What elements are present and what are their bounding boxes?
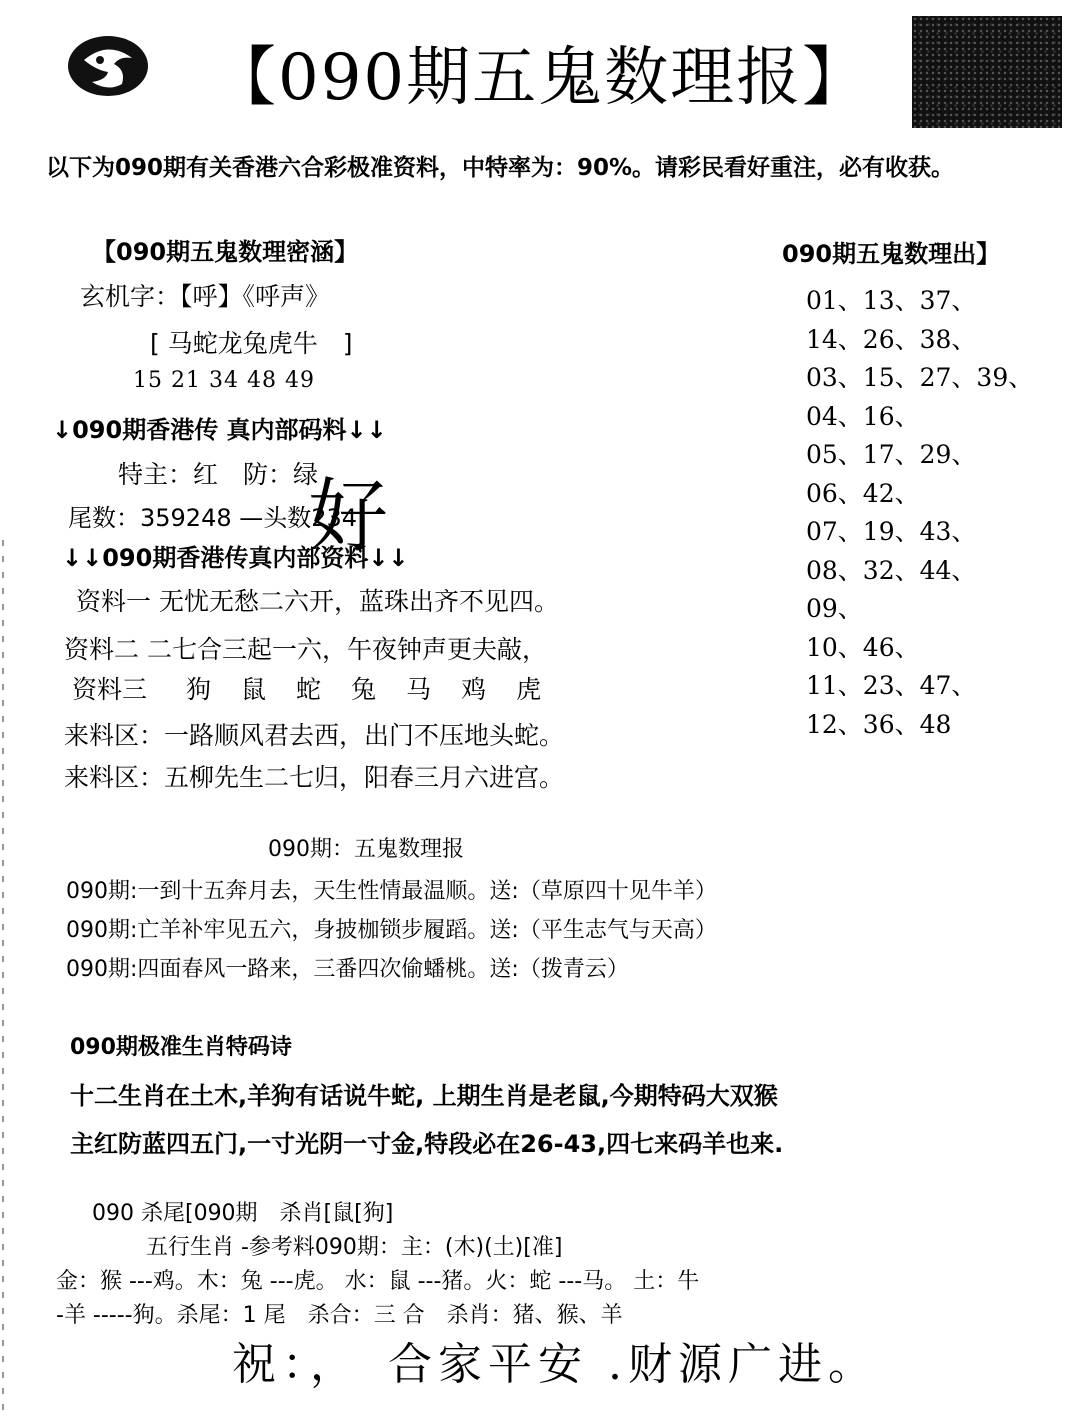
poem-line-2: 主红防蓝四五门,一寸光阴一寸金,特段必在26-43,四七来码羊也来. xyxy=(70,1130,784,1158)
number-row: 03、15、27、39、 xyxy=(806,363,1034,392)
number-row: 06、42、 xyxy=(806,478,920,508)
kill-tail-line: 090 杀尾[090期 杀肖[鼠[狗] xyxy=(92,1201,394,1226)
laiqu-2: 来料区：五柳先生二七归，阳春三月六进宫。 xyxy=(64,763,565,792)
ziliao-2: 资料二 二七合三起一六，午夜钟声更夫敲， xyxy=(64,635,547,664)
xuanji-text: 玄机字：【呼】《呼声》 xyxy=(80,282,331,311)
number-list xyxy=(806,282,1033,744)
laiqu-1: 来料区：一路顺风君去西，出门不压地头蛇。 xyxy=(64,721,565,750)
poem-heading: 090期极准生肖特码诗 xyxy=(70,1035,292,1060)
zodiac-list: [ 马蛇龙兔虎牛 ] xyxy=(150,329,353,358)
number-row: 07、19、43、 xyxy=(806,517,977,546)
ziliao-3-animals xyxy=(186,670,541,706)
five-elements-line: 五行生肖 -参考料090期：主：(木)(土)[准] xyxy=(146,1235,563,1260)
animal-tiger: 虎 xyxy=(516,675,542,704)
middle-heading: 090期：五鬼数理报 xyxy=(268,837,464,862)
intro-text: 以下为090期有关香港六合彩极准资料，中特率为：90%。请彩民看好重注，必有收获。 xyxy=(46,155,955,181)
overlay-character: 好 xyxy=(308,470,388,563)
number-row: 08、32、44、 xyxy=(806,555,977,585)
elements-mapping-1: 金：猴 ---鸡。木：兔 ---虎。 水：鼠 ---猪。火：蛇 ---马。 土：牛 xyxy=(56,1269,700,1294)
hk-data-heading: ↓↓090期香港传真内部资料↓↓ xyxy=(62,544,409,572)
animal-dog: 狗 xyxy=(186,675,212,704)
number-row: 12、36、48 xyxy=(806,709,952,739)
animal-horse: 马 xyxy=(406,675,432,704)
scan-edge-decoration xyxy=(0,540,10,1420)
page-title: 【090期五鬼数理报】 xyxy=(212,41,869,115)
animal-rooster: 鸡 xyxy=(461,675,487,704)
animal-snake: 蛇 xyxy=(296,675,322,704)
middle-line-3: 090期:四面春风一路来，三番四次偷蟠桃。送:（拨青云） xyxy=(66,957,629,982)
number-row: 14、26、38、 xyxy=(806,324,977,354)
logo-emblem-icon xyxy=(62,30,154,102)
middle-line-2: 090期:亡羊补牢见五六，身披枷锁步履蹈。送:（平生志气与天高） xyxy=(66,918,717,943)
ziliao-3-label: 资料三 xyxy=(72,675,148,704)
secret-heading: 【090期五鬼数理密涵】 xyxy=(92,238,359,266)
number-row: 09、 xyxy=(806,594,863,623)
number-row: 01、13、37、 xyxy=(806,286,977,315)
hk-code-heading: ↓090期香港传 真内部码料↓↓ xyxy=(52,416,387,444)
poem-line-1: 十二生肖在土木,羊狗有话说牛蛇, 上期生肖是老鼠,今期特码大双猴 xyxy=(70,1082,778,1110)
weishu-text: 尾数：359248 —头数234 xyxy=(68,504,358,532)
middle-line-1: 090期:一到十五奔月去，天生性情最温顺。送:（草原四十见牛羊） xyxy=(66,879,717,904)
number-row: 11、23、47、 xyxy=(806,671,977,700)
numbers-heading: 090期五鬼数理出】 xyxy=(782,240,1001,268)
number-row: 05、17、29、 xyxy=(806,440,977,469)
elements-mapping-2: -羊 -----狗。杀尾：1 尾 杀合：三 合 杀肖：猪、猴、羊 xyxy=(56,1303,623,1328)
blessing-text: 祝：， 合家平安 .财源广进。 xyxy=(232,1339,878,1390)
number-row: 10、46、 xyxy=(806,632,920,662)
secret-numbers: 15 21 34 48 49 xyxy=(133,368,315,393)
tezhu-text: 特主：红 防：绿 xyxy=(118,460,319,489)
ziliao-1: 资料一 无忧无愁二六开，蓝珠出齐不见四。 xyxy=(76,587,559,616)
number-row: 04、16、 xyxy=(806,401,920,431)
animal-rat: 鼠 xyxy=(241,675,267,704)
animal-rabbit: 兔 xyxy=(351,675,377,704)
qr-code-icon xyxy=(912,16,1062,128)
